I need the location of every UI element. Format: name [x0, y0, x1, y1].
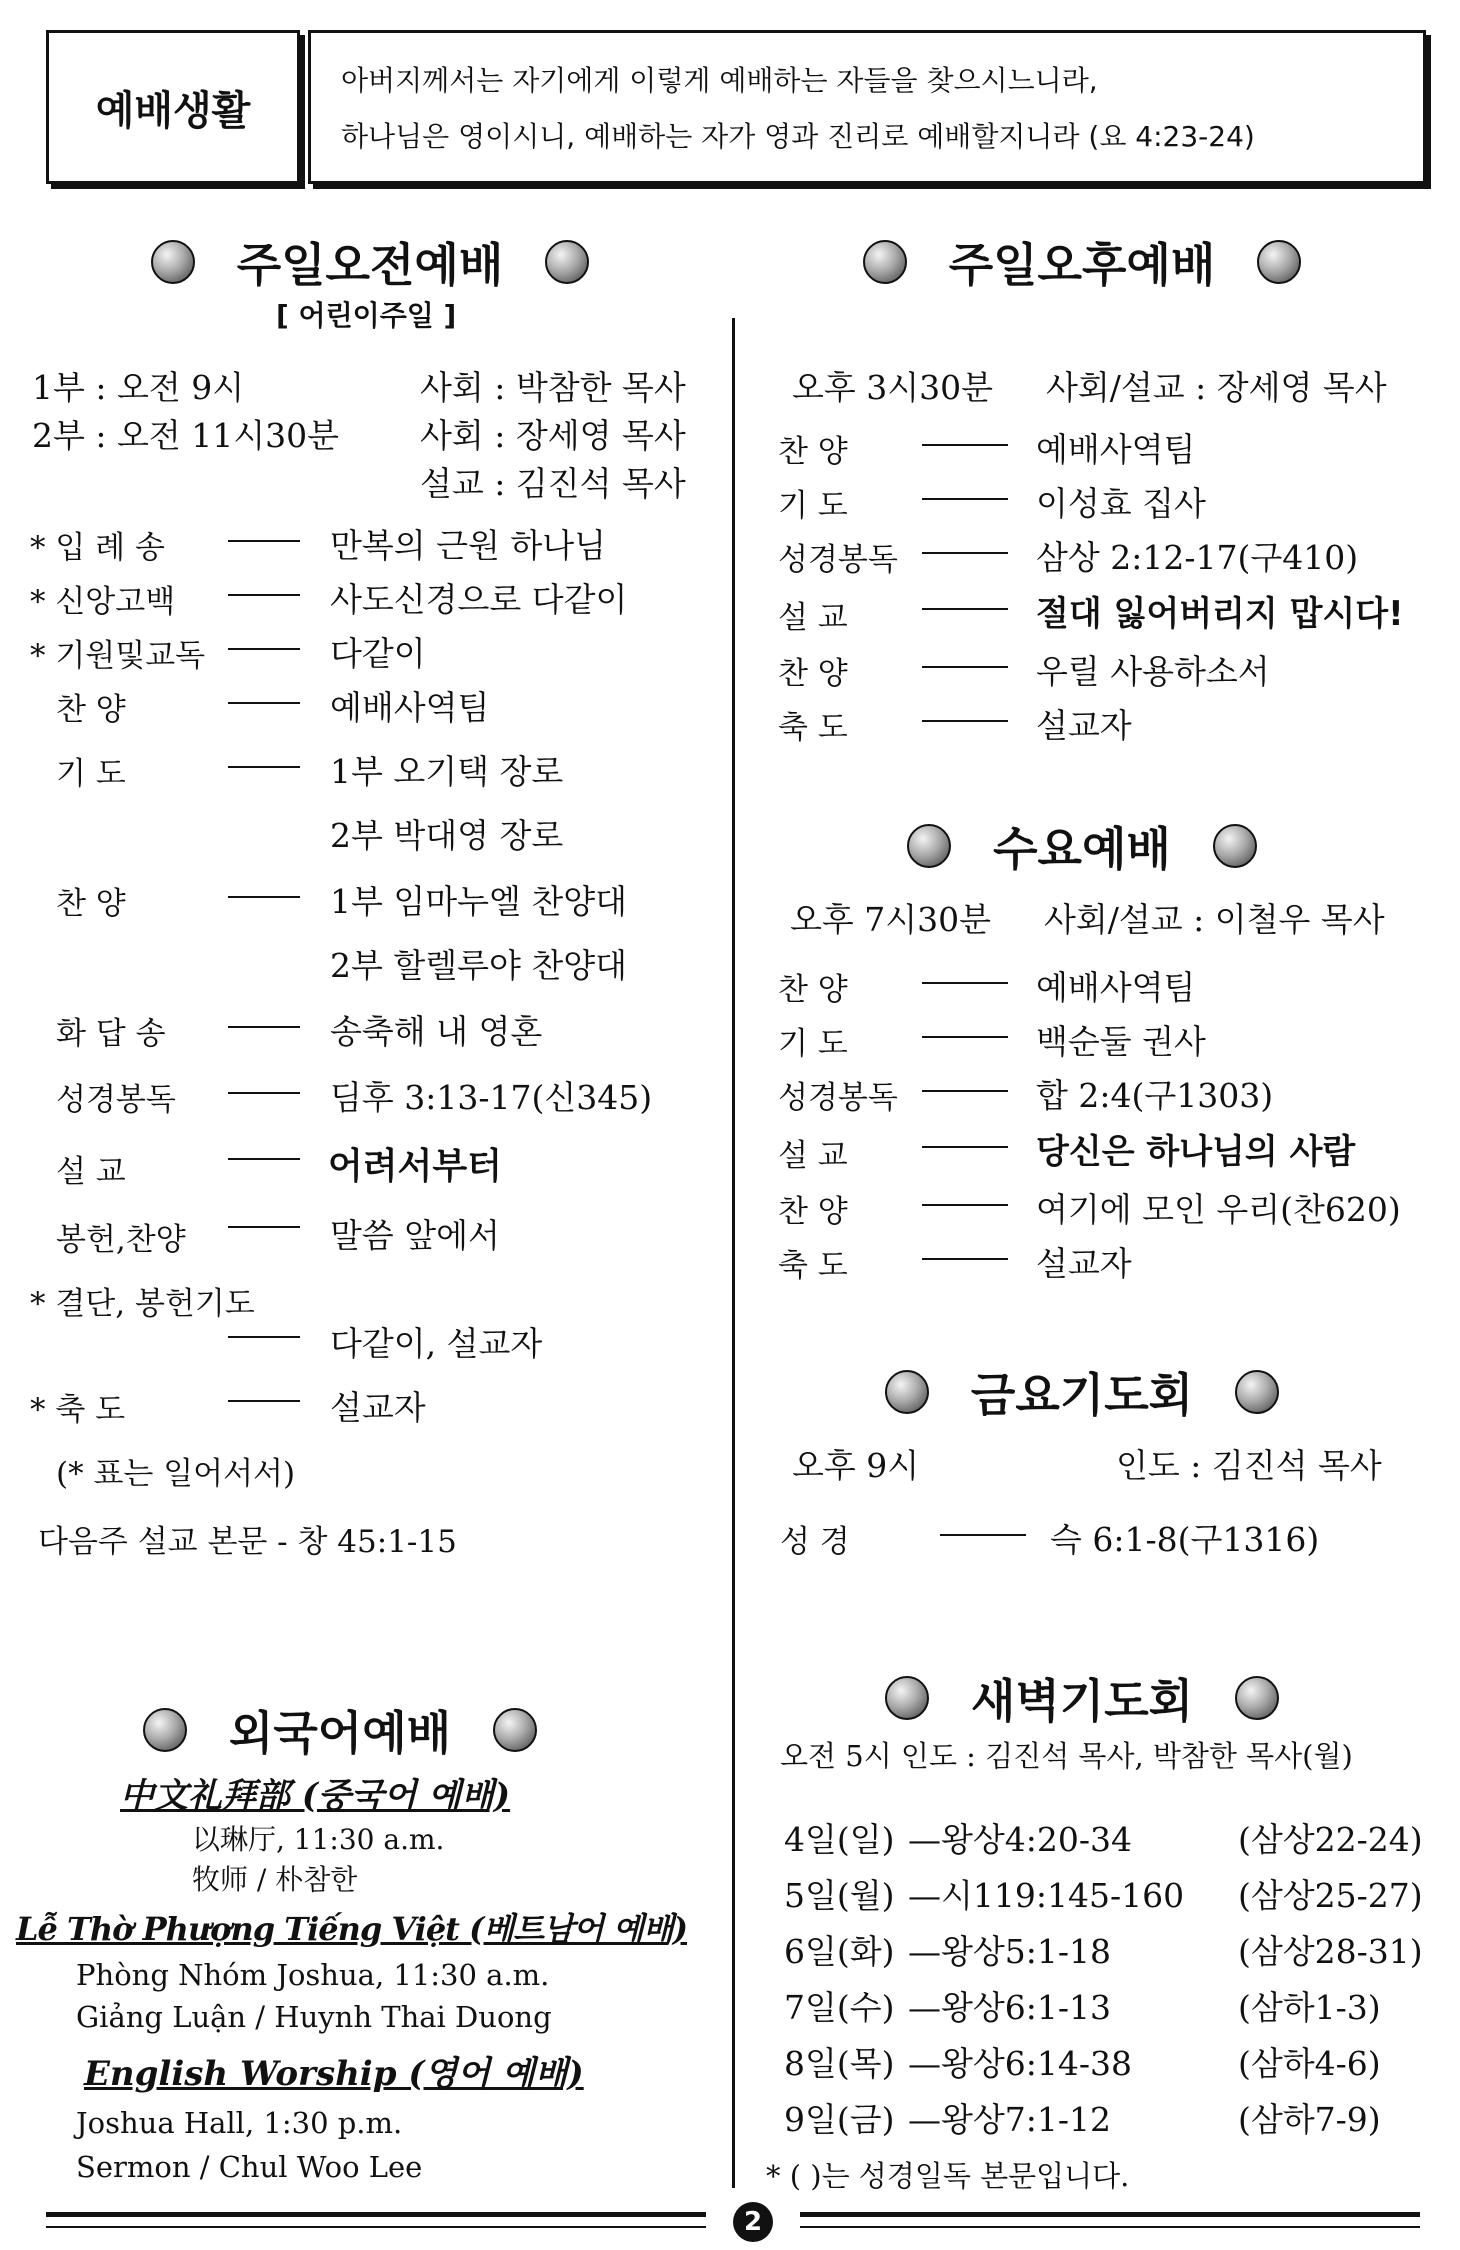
dash-line [228, 702, 300, 704]
bullet-ball-icon [1213, 824, 1257, 868]
bullet-ball-icon [885, 1676, 929, 1720]
dash-line [922, 720, 1008, 722]
dawn-day: 6일(화) [784, 1932, 895, 1971]
english-line-2: Sermon / Chul Woo Lee [76, 2150, 423, 2184]
dawn-note: * ( )는 성경일독 본문입니다. [766, 2159, 1130, 2193]
row-value: 설교자 [1036, 706, 1132, 745]
row-value-2: 2부 할렐루야 찬양대 [330, 946, 627, 985]
dash-line [228, 766, 300, 768]
row-label: * 기원및교독 [30, 638, 206, 674]
vietnamese-line-2: Giảng Luận / Huynh Thai Duong [76, 2000, 552, 2034]
bullet-ball-icon [493, 1708, 537, 1752]
section-title: 금요기도회 [970, 1368, 1194, 1422]
bullet-ball-icon [1235, 1370, 1279, 1414]
part2-host: 사회 : 장세영 목사 [420, 416, 686, 455]
row-value: 송축해 내 영혼 [330, 1012, 543, 1051]
part2-time: 2부 : 오전 11시30분 [32, 416, 339, 455]
row-value: 백순둘 권사 [1036, 1022, 1206, 1061]
dash-line [922, 444, 1008, 446]
section-title: 수요예배 [993, 822, 1171, 876]
bullet-ball-icon [1235, 1676, 1279, 1720]
row-value: 만복의 근원 하나님 [330, 526, 607, 565]
afternoon-service-header [862, 232, 1302, 292]
chinese-title: 中文礼拜部 (중국어 예배) [120, 1776, 511, 1816]
column-divider [732, 318, 735, 2188]
vietnamese-line-1: Phòng Nhóm Joshua, 11:30 a.m. [76, 1958, 550, 1992]
footer-rule-right [800, 2212, 1420, 2217]
dawn-ref: (삼상28-31) [1238, 1932, 1423, 1971]
footer-rule-left-thin [46, 2226, 706, 2228]
section-title: 새벽기도회 [970, 1674, 1194, 1728]
wednesday-host: 사회/설교 : 이철우 목사 [1044, 900, 1385, 939]
row-label: 찬 양 [778, 656, 848, 692]
row-value: 여기에 모인 우리(찬620) [1036, 1190, 1401, 1229]
dash-line [922, 1146, 1008, 1148]
row-label: 찬 양 [778, 1194, 848, 1230]
row-value: 설교자 [1036, 1244, 1132, 1283]
dash-line [922, 1036, 1008, 1038]
morning-preacher: 설교 : 김진석 목사 [420, 464, 686, 503]
row-value: 슥 6:1-8(구1316) [1050, 1520, 1320, 1559]
row-label: * 결단, 봉헌기도 [30, 1286, 255, 1322]
dawn-text: —왕상5:1-18 [908, 1932, 1112, 1971]
dash-line [922, 498, 1008, 500]
dawn-info: 오전 5시 인도 : 김진석 목사, 박참한 목사(월) [780, 1739, 1353, 1773]
friday-time: 오후 9시 [792, 1446, 920, 1485]
dawn-day: 7일(수) [784, 1988, 895, 2027]
row-value: 말씀 앞에서 [330, 1216, 500, 1255]
dawn-text: —왕상4:20-34 [908, 1820, 1133, 1859]
row-label: * 축 도 [30, 1392, 126, 1428]
chinese-line-2: 牧师 / 朴참한 [192, 1863, 358, 1896]
dash-line [922, 666, 1008, 668]
row-label: 축 도 [778, 710, 848, 746]
dawn-ref: (삼상22-24) [1238, 1820, 1423, 1859]
bullet-ball-icon [151, 240, 195, 284]
afternoon-host: 사회/설교 : 장세영 목사 [1046, 368, 1387, 407]
bullet-ball-icon [545, 240, 589, 284]
row-label: 기 도 [778, 488, 848, 524]
row-value: 다같이, 설교자 [330, 1324, 543, 1363]
row-value-2: 2부 박대영 장로 [330, 816, 564, 855]
row-label: 성경봉독 [778, 542, 898, 578]
bullet-ball-icon [143, 1708, 187, 1752]
part1-host: 사회 : 박참한 목사 [420, 368, 686, 407]
sermon-title: 어려서부터 [328, 1146, 502, 1187]
foreign-service-header [120, 1700, 560, 1760]
section-title: 외국어예배 [228, 1706, 452, 1760]
dawn-day: 4일(일) [784, 1820, 895, 1859]
row-label: 봉헌,찬양 [56, 1222, 186, 1258]
page-title: 예배생활 [46, 30, 300, 184]
row-value: 예배사역팀 [1036, 430, 1196, 469]
bullet-ball-icon [1257, 240, 1301, 284]
page-number: 2 [733, 2202, 773, 2242]
row-label: 기 도 [56, 756, 126, 792]
footer-rule-left [46, 2212, 706, 2217]
row-label: * 입 례 송 [30, 530, 165, 566]
dawn-day: 8일(목) [784, 2044, 895, 2083]
verse-line-2: 하나님은 영이시니, 예배하는 자가 영과 진리로 예배할지니라 (요 4:23-24) [341, 120, 1255, 153]
footer-rule-right-thin [800, 2226, 1420, 2228]
afternoon-time: 오후 3시30분 [792, 368, 993, 407]
row-value: 합 2:4(구1303) [1036, 1076, 1274, 1115]
vietnamese-title: Lễ Thờ Phượng Tiếng Việt (베트남어 예배) [16, 1910, 687, 1948]
sermon-title: 당신은 하나님의 사람 [1036, 1132, 1356, 1172]
english-title: English Worship (영어 예배) [84, 2054, 584, 2094]
dash-line [228, 1158, 300, 1160]
dash-line [228, 594, 300, 596]
row-label: 설 교 [778, 1138, 848, 1174]
dash-line [228, 540, 300, 542]
row-value: 딤후 3:13-17(신345) [330, 1078, 653, 1117]
row-label: 설 교 [778, 600, 848, 636]
part1-time: 1부 : 오전 9시 [32, 368, 245, 407]
english-line-1: Joshua Hall, 1:30 p.m. [76, 2106, 403, 2140]
dawn-ref: (삼하1-3) [1238, 1988, 1381, 2027]
verse-box [308, 30, 1426, 184]
morning-subtitle: [ 어린이주일 ] [276, 299, 457, 332]
row-label: 성경봉독 [56, 1082, 176, 1118]
row-value: 예배사역팀 [1036, 968, 1196, 1007]
bullet-ball-icon [863, 240, 907, 284]
row-label: 찬 양 [778, 972, 848, 1008]
dash-line [922, 1258, 1008, 1260]
dawn-ref: (삼하4-6) [1238, 2044, 1381, 2083]
row-value: 이성효 집사 [1036, 484, 1206, 523]
sermon-title: 절대 잃어버리지 맙시다! [1036, 594, 1404, 634]
wednesday-service-header [862, 816, 1302, 876]
row-value: 사도신경으로 다같이 [330, 580, 628, 619]
dawn-ref: (삼하7-9) [1238, 2100, 1381, 2139]
next-sermon: 다음주 설교 본문 - 창 45:1-15 [38, 1524, 457, 1560]
row-label: 성 경 [780, 1524, 850, 1560]
section-title: 주일오후예배 [948, 238, 1216, 292]
dash-line [228, 1026, 300, 1028]
dawn-day: 9일(금) [784, 2100, 895, 2139]
bullet-ball-icon [885, 1370, 929, 1414]
dawn-text: —왕상6:14-38 [908, 2044, 1133, 2083]
dash-line [228, 1226, 300, 1228]
friday-prayer-header [862, 1362, 1302, 1422]
row-label: 찬 양 [778, 434, 848, 470]
dawn-text: —왕상7:1-12 [908, 2100, 1112, 2139]
dawn-day: 5일(월) [784, 1876, 895, 1915]
dash-line [922, 982, 1008, 984]
dawn-text: —시119:145-160 [908, 1876, 1185, 1915]
row-label: 축 도 [778, 1248, 848, 1284]
dash-line [940, 1534, 1026, 1536]
row-value: 1부 오기택 장로 [330, 752, 564, 791]
chinese-line-1: 以琳厅, 11:30 a.m. [192, 1823, 445, 1856]
row-value: 1부 임마누엘 찬양대 [330, 882, 627, 921]
stand-note: (* 표는 일어서서) [56, 1456, 296, 1492]
dash-line [228, 1400, 300, 1402]
row-label: 찬 양 [56, 886, 126, 922]
row-label: * 신앙고백 [30, 584, 176, 620]
row-label: 찬 양 [56, 692, 126, 728]
friday-leader: 인도 : 김진석 목사 [1116, 1446, 1382, 1485]
row-value: 예배사역팀 [330, 688, 490, 727]
dash-line [228, 1092, 300, 1094]
dawn-ref: (삼상25-27) [1238, 1876, 1423, 1915]
row-label: 기 도 [778, 1026, 848, 1062]
row-value: 다같이 [330, 634, 426, 673]
dash-line [228, 1336, 300, 1338]
dawn-text: —왕상6:1-13 [908, 1988, 1112, 2027]
dawn-prayer-header [862, 1668, 1302, 1728]
morning-service-header [150, 232, 590, 292]
dash-line [922, 552, 1008, 554]
row-label: 화 답 송 [56, 1016, 166, 1052]
dash-line [922, 1090, 1008, 1092]
verse-line-1: 아버지께서는 자기에게 이렇게 예배하는 자들을 찾으시느니라, [341, 64, 1098, 97]
dash-line [228, 896, 300, 898]
bullet-ball-icon [907, 824, 951, 868]
dash-line [922, 1204, 1008, 1206]
dash-line [922, 608, 1008, 610]
wednesday-time: 오후 7시30분 [790, 900, 991, 939]
dash-line [228, 648, 300, 650]
section-title: 주일오전예배 [236, 238, 504, 292]
row-label: 성경봉독 [778, 1080, 898, 1116]
row-value: 삼상 2:12-17(구410) [1036, 538, 1359, 577]
row-value: 우릴 사용하소서 [1036, 652, 1270, 691]
row-label: 설 교 [56, 1154, 126, 1190]
row-value: 설교자 [330, 1388, 426, 1427]
